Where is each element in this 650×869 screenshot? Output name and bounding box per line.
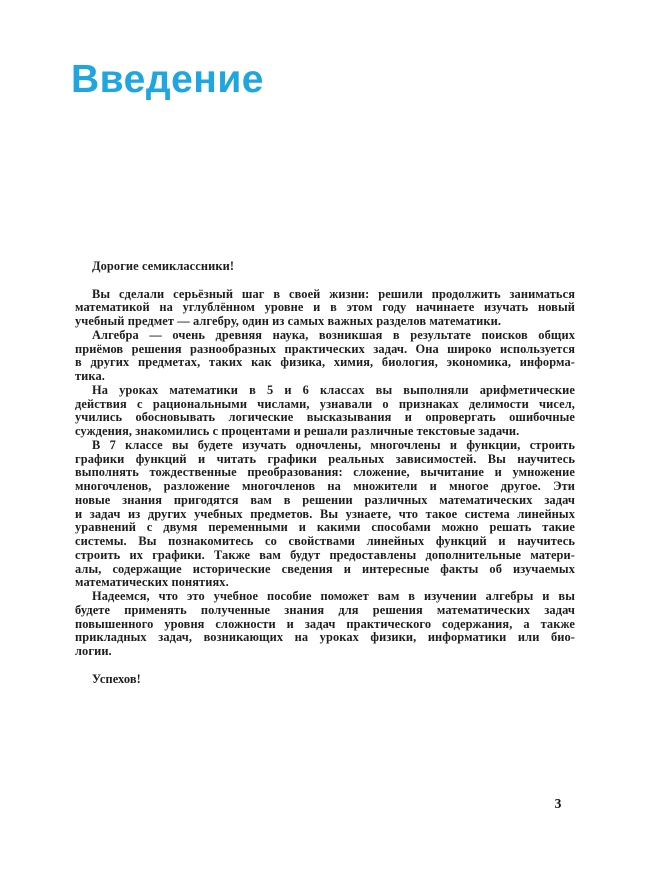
paragraph-line: уравнений с двумя переменными и какими способами можно решать такие [75,520,575,535]
paragraph-line: Надеемся, что это учебное пособие поможет вам в изучении алгебры и вы [92,589,575,603]
paragraph-line: будете применять полученные знания для решения математических задач [75,602,575,617]
paragraph [75,329,575,384]
paragraph-line: системы. Вы познакомитесь со свойствами линейных функций и научитесь [75,534,575,548]
paragraph-line: алы, содержащие исторические сведения и интересные факты об изучаемых [75,561,575,576]
paragraph-line: строить их графики. Также вам будут предоставлены дополнительные матери- [75,547,575,562]
paragraphs-container [75,288,575,659]
paragraph-line: Вы сделали серьёзный шаг в своей жизни: решили продолжить заниматься [92,286,575,301]
page-number: 3 [554,796,562,811]
paragraph-line: многочленов, разложение многочленов на множители и многое другое. Эти [75,479,575,493]
paragraph-line: суждения, знакомились с процентами и решали различные текстовые задачи. [75,424,520,438]
body-text [75,260,575,686]
paragraph-line: действия с рациональными числами, узнавали о признаках делимости чисел, [75,396,575,411]
paragraph-line: учебный предмет — алгебру, один из самых важных разделов математики. [75,314,502,328]
paragraph-line: Алгебра — очень древняя наука, возникшая в результате поисков общих [92,327,575,342]
paragraph-line: тика. [75,369,105,383]
paragraph-line: В 7 классе вы будете изучать одночлены, многочлены и функции, строить [92,437,575,452]
paragraph-line: графики функций и читать графики реальных зависимостей. Вы научитесь [75,451,575,466]
paragraph [75,590,575,659]
paragraph-line: математикой на углублённом уровне и в этом году начинаете изучать новый [75,300,575,315]
paragraph-line: в других предметах, таких как физика, химия, биология, экономика, информа- [75,355,575,370]
paragraph-line: выполнять тождественные преобразования: сложение, вычитание и умножение [75,465,575,480]
closing-line: Успехов! [92,671,141,686]
paragraph-line: математических понятиях. [75,575,229,590]
paragraph-line: повышенного уровня сложности и задач практического содержания, а также [75,616,575,631]
paragraph-line: новые знания пригодятся вам в решении различных математических задач [75,492,575,507]
paragraph-line: учились обосновывать логические высказывания и опровергать ошибочные [75,410,575,425]
paragraph-line: прикладных задач, возникающих на уроках физики, информатики или био- [75,630,575,645]
paragraph-line: приёмов решения разнообразных практических задач. Она широко используется [75,341,575,356]
paragraph-line: и задач из других учебных предметов. Вы узнаете, что такое система линейных [75,506,575,521]
paragraph-line: логии. [75,644,112,658]
paragraph [75,288,575,329]
paragraph [75,384,575,439]
page-title: Введение [71,58,264,101]
greeting-line: Дорогие семиклассники! [92,259,235,273]
paragraph [75,439,575,590]
paragraph-line: На уроках математики в 5 и 6 классах вы выполняли арифметические [92,382,575,397]
